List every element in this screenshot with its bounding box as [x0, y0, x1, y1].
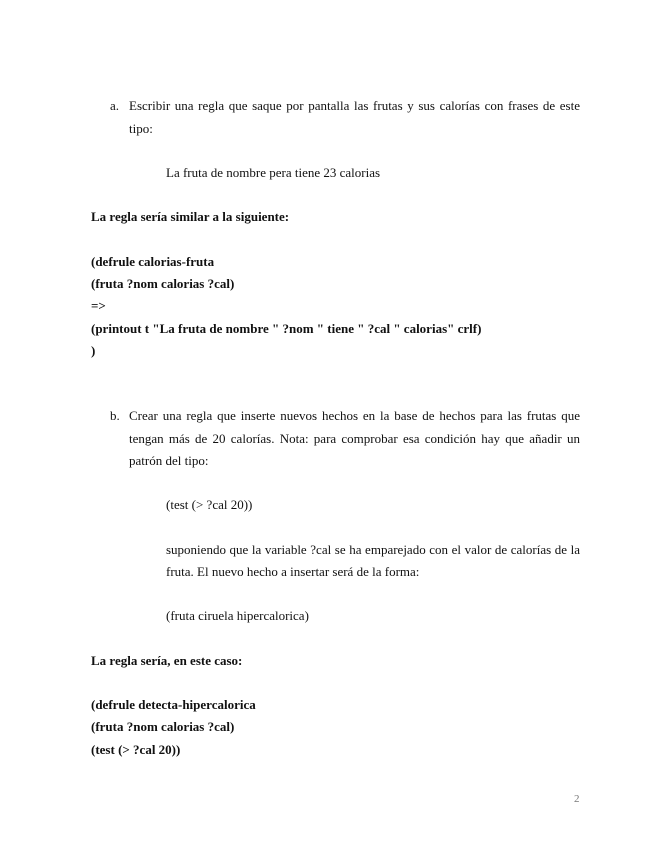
- rule-b-code-line: (fruta ?nom calorias ?cal): [91, 719, 235, 734]
- rule-a-code-line: =>: [91, 298, 106, 313]
- rule-b-code-line: (test (> ?cal 20)): [91, 742, 181, 757]
- item-b-pattern: (test (> ?cal 20)): [166, 497, 253, 512]
- item-b-text-line-3: patrón del tipo:: [129, 453, 209, 468]
- rule-a-code-line: (printout t "La fruta de nombre " ?nom " tiene " ?cal " calorias" crlf): [91, 321, 482, 336]
- rule-b-heading: La regla sería, en este caso:: [91, 653, 243, 668]
- item-a-example: La fruta de nombre pera tiene 23 calorias: [166, 165, 381, 180]
- rule-a-heading: La regla sería similar a la siguiente:: [91, 209, 290, 224]
- rule-a-code-line: ): [91, 343, 96, 358]
- item-a-text-line-1: Escribir una regla que saque por pantalla las frutas y sus calorías con frases de este: [129, 98, 580, 113]
- page-number: 2: [574, 793, 580, 805]
- list-marker-b: b.: [110, 408, 120, 423]
- item-b-note-line-2: fruta. El nuevo hecho a insertar será de la forma:: [166, 564, 420, 579]
- item-b-fact: (fruta ciruela hipercalorica): [166, 608, 309, 623]
- rule-a-code-line: (fruta ?nom calorias ?cal): [91, 276, 235, 291]
- item-b-note-line-1: suponiendo que la variable ?cal se ha emparejado con el valor de calorías de la: [166, 542, 580, 557]
- rule-a-code-line: (defrule calorias-fruta: [91, 254, 215, 269]
- item-b-text-line-1: Crear una regla que inserte nuevos hechos en la base de hechos para las frutas que: [129, 408, 580, 423]
- rule-b-code-line: (defrule detecta-hipercalorica: [91, 697, 256, 712]
- list-marker-a: a.: [110, 98, 120, 113]
- item-a-text-line-2: tipo:: [129, 121, 153, 136]
- item-b-text-line-2: tengan más de 20 calorías. Nota: para comprobar esa condición hay que añadir un: [129, 431, 580, 446]
